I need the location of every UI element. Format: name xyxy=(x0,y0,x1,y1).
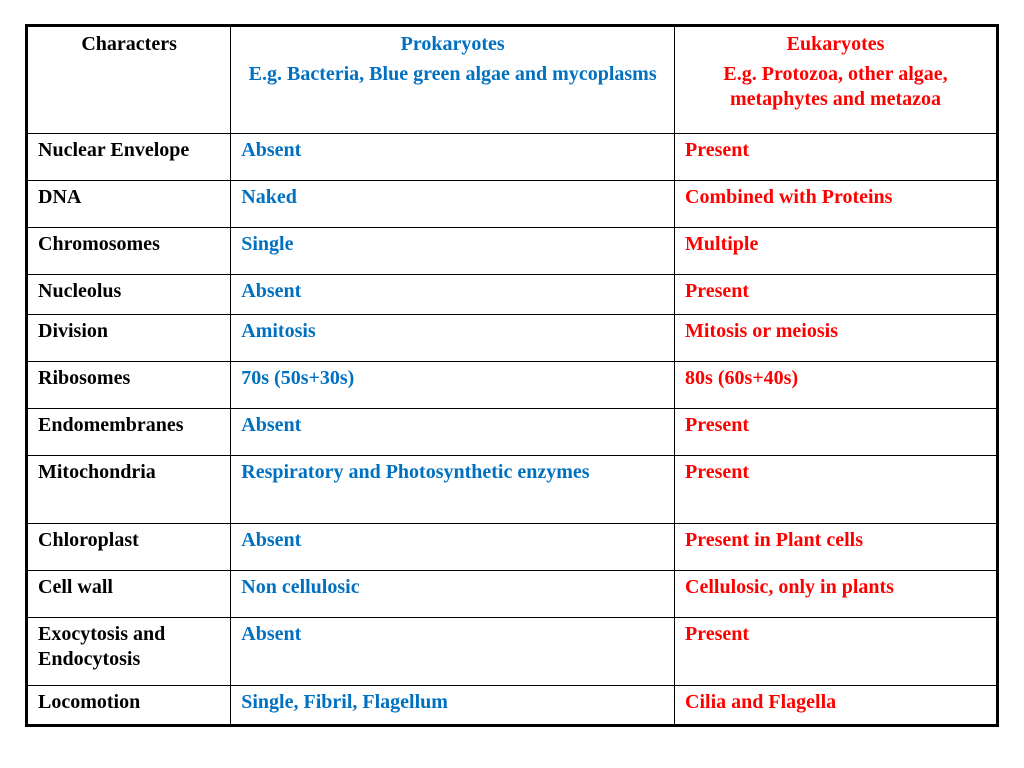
header-prokaryotes xyxy=(231,26,675,134)
row-character: Endomembranes xyxy=(27,409,231,456)
row-character: Locomotion xyxy=(27,686,231,726)
row-character: Chromosomes xyxy=(27,228,231,275)
row-prokaryotes: Absent xyxy=(231,409,675,456)
header-characters-label: Characters xyxy=(81,33,177,55)
row-eukaryotes: Cellulosic, only in plants xyxy=(675,571,998,618)
comparison-table xyxy=(25,24,999,727)
table-row xyxy=(27,315,998,362)
header-row xyxy=(27,26,998,134)
row-prokaryotes: 70s (50s+30s) xyxy=(231,362,675,409)
row-character: Division xyxy=(27,315,231,362)
header-prokaryotes-example: E.g. Bacteria, Blue green algae and mycoplasms xyxy=(248,63,657,85)
row-eukaryotes: Present xyxy=(675,409,998,456)
table-row xyxy=(27,362,998,409)
row-prokaryotes: Absent xyxy=(231,134,675,181)
row-eukaryotes: Present xyxy=(675,456,998,524)
table-row xyxy=(27,275,998,315)
header-prokaryotes-title: Prokaryotes xyxy=(400,33,505,55)
row-eukaryotes: Present xyxy=(675,275,998,315)
row-eukaryotes: Mitosis or meiosis xyxy=(675,315,998,362)
row-character: Nuclear Envelope xyxy=(27,134,231,181)
table-row xyxy=(27,134,998,181)
row-character: Ribosomes xyxy=(27,362,231,409)
row-eukaryotes: Cilia and Flagella xyxy=(675,686,998,726)
header-characters xyxy=(27,26,231,134)
row-prokaryotes: Single xyxy=(231,228,675,275)
row-prokaryotes: Respiratory and Photosynthetic enzymes xyxy=(231,456,675,524)
row-prokaryotes: Single, Fibril, Flagellum xyxy=(231,686,675,726)
row-prokaryotes: Absent xyxy=(231,618,675,686)
table-row xyxy=(27,181,998,228)
row-character: DNA xyxy=(27,181,231,228)
row-eukaryotes: Multiple xyxy=(675,228,998,275)
row-prokaryotes: Absent xyxy=(231,275,675,315)
table-row xyxy=(27,571,998,618)
row-character: Mitochondria xyxy=(27,456,231,524)
table-row xyxy=(27,228,998,275)
row-prokaryotes: Amitosis xyxy=(231,315,675,362)
header-eukaryotes-title: Eukaryotes xyxy=(786,33,885,55)
header-eukaryotes-example: E.g. Protozoa, other algae, metaphytes and metazoa xyxy=(723,63,948,110)
table-row xyxy=(27,686,998,726)
row-prokaryotes: Absent xyxy=(231,524,675,571)
row-eukaryotes: Present xyxy=(675,134,998,181)
row-eukaryotes: Present xyxy=(675,618,998,686)
row-character: Cell wall xyxy=(27,571,231,618)
row-eukaryotes: Combined with Proteins xyxy=(675,181,998,228)
row-prokaryotes: Naked xyxy=(231,181,675,228)
table-row xyxy=(27,456,998,524)
table-row xyxy=(27,524,998,571)
row-eukaryotes: Present in Plant cells xyxy=(675,524,998,571)
row-character: Exocytosis and Endocytosis xyxy=(27,618,231,686)
row-character: Chloroplast xyxy=(27,524,231,571)
row-prokaryotes: Non cellulosic xyxy=(231,571,675,618)
table-row xyxy=(27,409,998,456)
row-eukaryotes: 80s (60s+40s) xyxy=(675,362,998,409)
table-row xyxy=(27,618,998,686)
row-character: Nucleolus xyxy=(27,275,231,315)
header-eukaryotes xyxy=(675,26,998,134)
